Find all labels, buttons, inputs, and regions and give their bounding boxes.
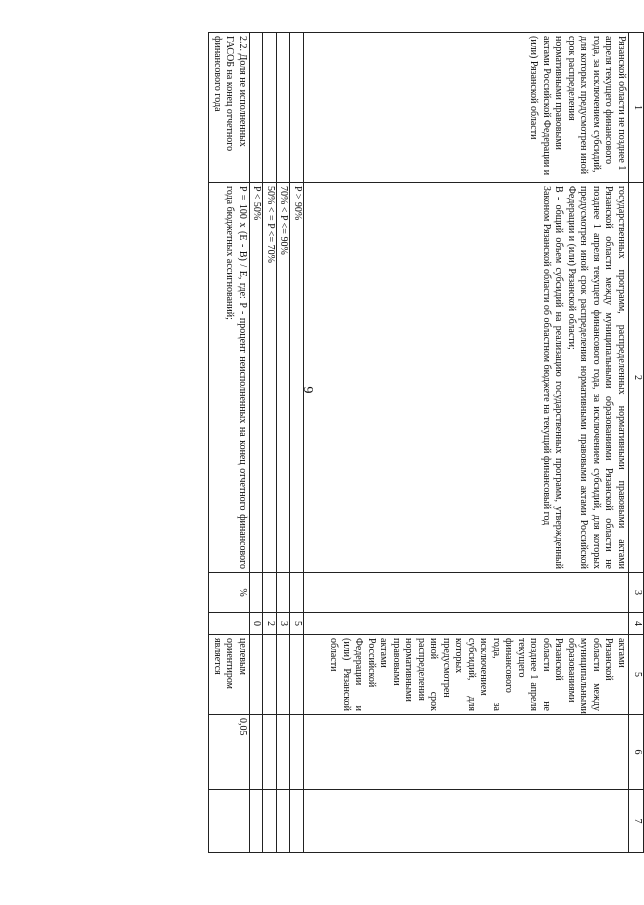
col-header-1: 1 [629,33,644,183]
scale-score: 0 [250,613,264,635]
comment-cell: целевым ориентиром является [209,635,250,715]
main-row [304,33,629,853]
formula-text-part-2: В - общий объем субсидий на реализацию государственных программ, утвержденный Законом Рязанской области об областном бюджете на текущий финансовый год [541,186,565,569]
score-cell [304,613,629,635]
formula-description-cell: P = 100 x (E - B) / E, где: P - процент неисполненных на конец отчетного финансового года бюджетных ассигнований; [209,183,250,573]
scale-row [290,33,304,853]
scale-score: 2 [263,613,277,635]
indicators-table [209,32,644,853]
score-cell [209,613,250,635]
scale-condition: 50% < = P <= 70% [263,183,277,573]
scale-row [277,33,291,853]
scale-row [250,33,264,853]
indicator-name-cell: Рязанской области не позднее 1 апреля текущего финансового года, за исключением субсидий, для которых предусмотрен иной срок распределения нормативными правовыми актами Российской Федерации и (или) Рязанской области [304,33,629,183]
scale-row [263,33,277,853]
header-row [629,33,644,853]
indicator-2-2-row [209,33,250,853]
scale-condition: P < 50% [250,183,264,573]
comment-cell: актами Рязанской области между муниципальными образованиями Рязанской области не позднее 1 апреля текущего финансового года, за исключением субсидий, для которых предусмотрен иной срок распределения нормативными правовыми актами Российской Федерации и (или) Рязанской области [304,635,629,715]
col-header-7: 7 [629,790,644,853]
formula-text-part-1: государственных программ, распределенных нормативными правовыми актами Рязанской области между муниципальными образованиями Рязанской области не позднее 1 апреля текущего финансового года, за исключением субсидий, для которых предусмотрен иной срок распределения нормативными правовыми актами Российской Федерации и (или) Рязанской области; [566,186,627,569]
unit-cell [304,573,629,613]
scale-score: 3 [277,613,291,635]
unit-cell: % [209,573,250,613]
col-header-4: 4 [629,613,644,635]
indicator-name-cell: 2.2. Доля не исполненных ГАСОБ на конец отчетного финансового года [209,33,250,183]
target-cell [304,715,629,790]
target-cell: 0,05 [209,715,250,790]
formula-description-cell [304,183,629,573]
col-header-2: 2 [629,183,644,573]
page-number: 6 [302,386,317,394]
scale-score: 5 [290,613,304,635]
col-header-5: 5 [629,635,644,715]
scale-condition: P > 90% [290,183,304,573]
note-cell [209,790,250,853]
scale-condition: 70% < P <= 90% [277,183,291,573]
col-header-3: 3 [629,573,644,613]
col-header-6: 6 [629,715,644,790]
note-cell [304,790,629,853]
rotated-table-sheet [78,32,644,852]
